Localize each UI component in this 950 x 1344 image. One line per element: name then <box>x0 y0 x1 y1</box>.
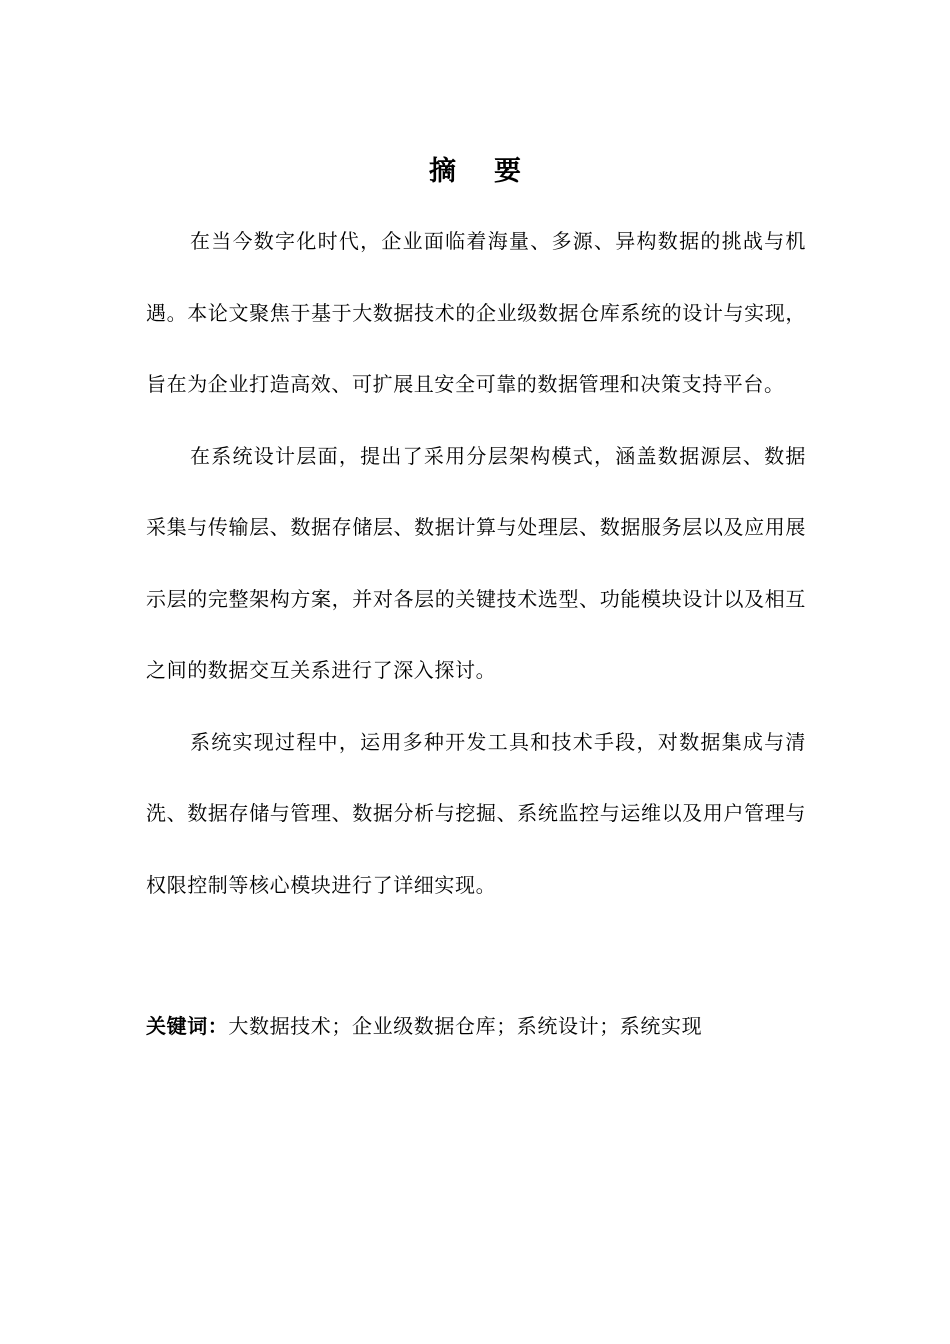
abstract-paragraph-3: 系统实现过程中，运用多种开发工具和技术手段，对数据集成与清洗、数据存储与管理、数据分析与挖掘、系统监控与运维以及用户管理与权限控制等核心模块进行了详细实现。 <box>146 729 806 897</box>
keywords-line <box>146 1004 826 1048</box>
abstract-paragraph-1: 在当今数字化时代，企业面临着海量、多源、异构数据的挑战与机遇。本论文聚焦于基于大数据技术的企业级数据仓库系统的设计与实现，旨在为企业打造高效、可扩展且安全可靠的数据管理和决策支持平台。 <box>146 229 806 396</box>
keywords-label: 关键词： <box>146 1014 229 1038</box>
abstract-body <box>146 206 806 921</box>
abstract-title: 摘要 <box>429 156 559 187</box>
abstract-paragraph-2: 在系统设计层面，提出了采用分层架构模式，涵盖数据源层、数据采集与传输层、数据存储层、数据计算与处理层、数据服务层以及应用展示层的完整架构方案，并对各层的关键技术选型、功能模块设计以及相互之间的数据交互关系进行了深入探讨。 <box>146 443 806 682</box>
keywords-list: 大数据技术；企业级数据仓库；系统设计；系统实现 <box>228 1014 703 1038</box>
